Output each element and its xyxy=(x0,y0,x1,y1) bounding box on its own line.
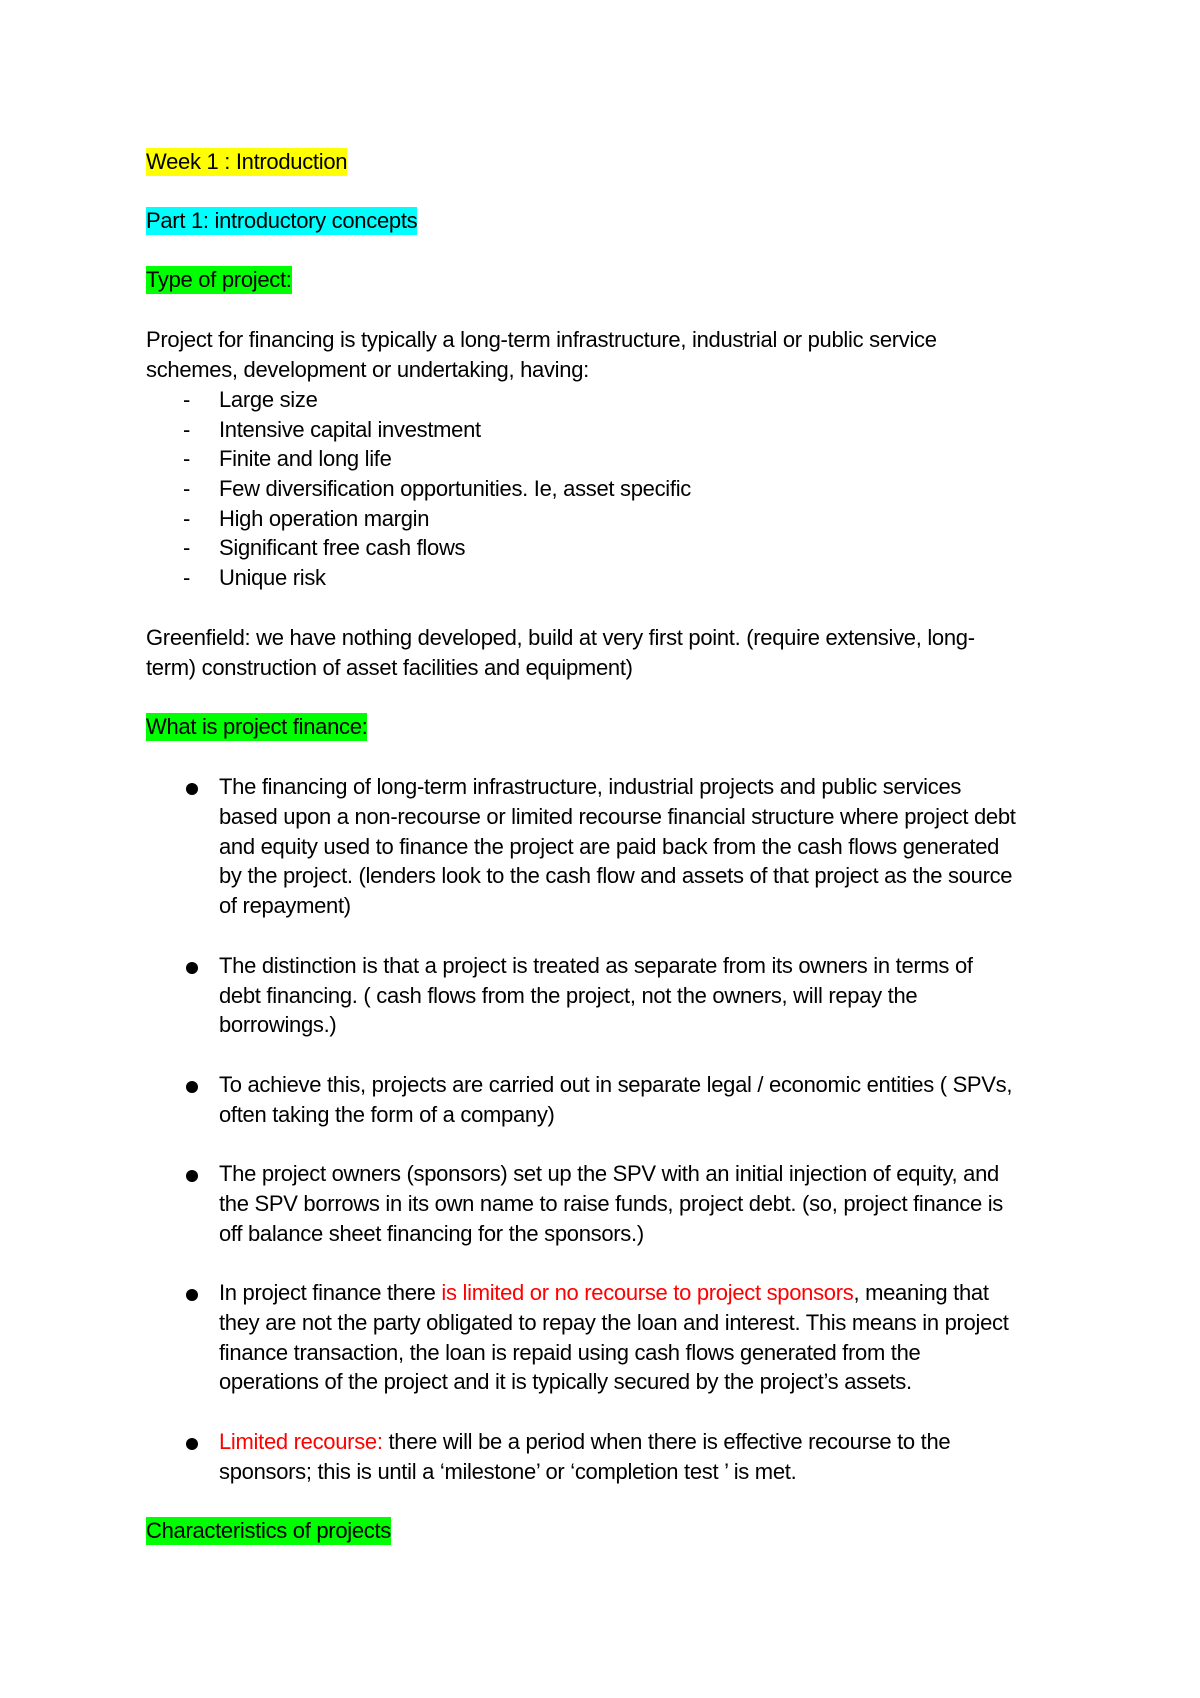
bullet-4-line-3: off balance sheet financing for the sponsors.) xyxy=(219,1221,644,1246)
week-heading xyxy=(146,147,347,177)
bullet-dot xyxy=(186,783,198,795)
feature-item xyxy=(183,444,392,474)
dash-marker: - xyxy=(183,446,191,471)
bullet-5-line-4: operations of the project and it is typically secured by the project’s assets. xyxy=(219,1369,912,1394)
feature-text: High operation margin xyxy=(219,506,430,531)
bullet-1-line-2: based upon a non-recourse or limited recourse financial structure where project debt xyxy=(219,804,1016,829)
bullet-1-line-5: of repayment) xyxy=(219,893,351,918)
feature-text: Unique risk xyxy=(219,565,326,590)
dash-marker: - xyxy=(183,476,191,501)
dash-marker: - xyxy=(183,535,191,560)
feature-text: Significant free cash flows xyxy=(219,535,466,560)
bullet-6-line-2: sponsors; this is until a ‘milestone’ or ‘completion test ’ is met. xyxy=(219,1459,797,1484)
type-of-project-heading-text: Type of project: xyxy=(146,267,292,292)
dash-marker: - xyxy=(183,506,191,531)
what-is-heading-text: What is project finance: xyxy=(146,714,368,739)
feature-item xyxy=(183,533,465,563)
dash-marker: - xyxy=(183,387,191,412)
feature-item xyxy=(183,385,318,415)
type-of-project-heading xyxy=(146,265,292,295)
bullet-dot xyxy=(186,1081,198,1093)
bullet-4-line-1: The project owners (sponsors) set up the SPV with an initial injection of equity, and xyxy=(219,1161,999,1186)
feature-item xyxy=(183,415,481,445)
bullet-dot xyxy=(186,1438,198,1450)
greenfield-line-1: Greenfield: we have nothing developed, build at very first point. (require extensive, long- xyxy=(146,625,975,650)
bullet-6-text-post: there will be a period when there is effective recourse to the xyxy=(382,1429,951,1454)
bullet-3-line-2: often taking the form of a company) xyxy=(219,1102,555,1127)
bullet-dot xyxy=(186,962,198,974)
greenfield-line-2: term) construction of asset facilities and equipment) xyxy=(146,655,633,680)
intro-line-1: Project for financing is typically a long-term infrastructure, industrial or public service xyxy=(146,327,937,352)
bullet-3-line-1: To achieve this, projects are carried out in separate legal / economic entities ( SPVs, xyxy=(219,1072,1013,1097)
bullet-1-line-4: by the project. (lenders look to the cash flow and assets of that project as the source xyxy=(219,863,1013,888)
bullet-5-line-2: they are not the party obligated to repay the loan and interest. This means in project xyxy=(219,1310,1009,1335)
bullet-5-emphasis: is limited or no recourse to project sponsors xyxy=(441,1280,854,1305)
bullet-1-line-1: The financing of long-term infrastructure, industrial projects and public services xyxy=(219,774,962,799)
what-is-heading xyxy=(146,712,367,742)
bullet-dot xyxy=(186,1170,198,1182)
feature-text: Intensive capital investment xyxy=(219,417,481,442)
part-heading xyxy=(146,206,417,236)
bullet-4-line-2: the SPV borrows in its own name to raise funds, project debt. (so, project finance is xyxy=(219,1191,1004,1216)
bullet-2-line-1: The distinction is that a project is treated as separate from its owners in terms of xyxy=(219,953,973,978)
feature-item xyxy=(183,563,326,593)
characteristics-heading xyxy=(146,1516,391,1546)
bullet-5-text-pre: In project finance there xyxy=(219,1280,442,1305)
bullet-6-emphasis: Limited recourse: xyxy=(219,1429,383,1454)
bullet-5-line-1 xyxy=(219,1278,989,1308)
bullet-2-line-2: debt financing. ( cash flows from the project, not the owners, will repay the xyxy=(219,983,918,1008)
bullet-1-line-3: and equity used to finance the project are paid back from the cash flows generated xyxy=(219,834,1000,859)
intro-line-2: schemes, development or undertaking, having: xyxy=(146,357,589,382)
dash-marker: - xyxy=(183,565,191,590)
week-heading-text: Week 1 : Introduction xyxy=(146,149,348,174)
characteristics-heading-text: Characteristics of projects xyxy=(146,1518,391,1543)
feature-item xyxy=(183,474,691,504)
part-heading-text: Part 1: introductory concepts xyxy=(146,208,418,233)
dash-marker: - xyxy=(183,417,191,442)
feature-item xyxy=(183,504,429,534)
bullet-dot xyxy=(186,1289,198,1301)
feature-text: Finite and long life xyxy=(219,446,392,471)
bullet-6-line-1 xyxy=(219,1427,950,1457)
bullet-5-text-post: , meaning that xyxy=(853,1280,989,1305)
bullet-2-line-3: borrowings.) xyxy=(219,1012,337,1037)
feature-text: Large size xyxy=(219,387,318,412)
feature-text: Few diversification opportunities. Ie, asset specific xyxy=(219,476,691,501)
bullet-5-line-3: finance transaction, the loan is repaid using cash flows generated from the xyxy=(219,1340,921,1365)
